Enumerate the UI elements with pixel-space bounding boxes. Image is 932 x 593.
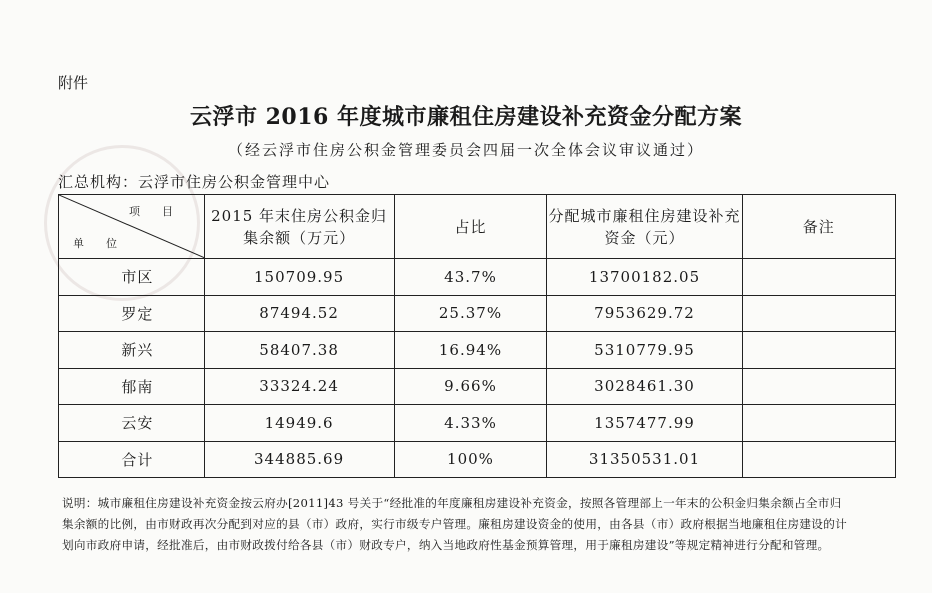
- table-row: [59, 295, 896, 332]
- header-balance: 2015 年末住房公积金归集余额（万元）: [204, 195, 394, 259]
- attachment-label: 附件: [58, 74, 89, 92]
- remark-cell: [742, 441, 895, 478]
- balance-cell: 150709.95: [204, 259, 394, 296]
- unit-cell: 罗定: [59, 295, 205, 332]
- allocation-cell: 3028461.30: [547, 368, 742, 405]
- allocation-cell: 13700182.05: [547, 259, 742, 296]
- header-allocation: 分配城市廉租住房建设补充资金（元）: [547, 195, 742, 259]
- table-row: [59, 368, 896, 405]
- corner-label-unit: 单 位: [73, 237, 117, 250]
- header-remark: 备注: [742, 195, 895, 259]
- balance-cell: 14949.6: [204, 405, 394, 442]
- header-ratio: 占比: [394, 195, 547, 259]
- table-row: [59, 259, 896, 296]
- ratio-cell: 100%: [394, 441, 547, 478]
- ratio-cell: 4.33%: [394, 405, 547, 442]
- allocation-cell: 1357477.99: [547, 405, 742, 442]
- unit-cell: 云安: [59, 405, 205, 442]
- ratio-cell: 16.94%: [394, 332, 547, 369]
- table-header-row: [59, 195, 896, 259]
- explanation-note: 说明：城市廉租住房建设补充资金按云府办[2011]43 号关于“经批准的年度廉租房建设补充资金，按照各管理部上一年末的公积金归集余额占全市归集余额的比例，由市财政再次分配到对应的县（市）政府，实行市级专户管理。廉租房建设资金的使用，由各县（市）政府根据当地廉租住房建设的计划向市政府申请，经批准后，由市财政拨付给各县（市）财政专户，纳入当地政府性基金预算管理，用于廉租房建设”等规定精神进行分配和管理。: [62, 496, 847, 552]
- document-title: 云浮市 2016 年度城市廉租住房建设补充资金分配方案: [189, 104, 743, 130]
- unit-cell: 市区: [59, 259, 205, 296]
- remark-cell: [742, 368, 895, 405]
- remark-cell: [742, 295, 895, 332]
- unit-cell: 合计: [59, 441, 205, 478]
- corner-label-item: 项 目: [129, 205, 173, 218]
- document-subtitle: （经云浮市住房公积金管理委员会四届一次全体会议审议通过）: [227, 141, 704, 159]
- unit-cell: 郁南: [59, 368, 205, 405]
- unit-cell: 新兴: [59, 332, 205, 369]
- table-total-row: [59, 441, 896, 478]
- balance-cell: 87494.52: [204, 295, 394, 332]
- ratio-cell: 25.37%: [394, 295, 547, 332]
- remark-cell: [742, 332, 895, 369]
- allocation-cell: 7953629.72: [547, 295, 742, 332]
- table-row: [59, 332, 896, 369]
- allocation-table: [58, 194, 896, 478]
- balance-cell: 33324.24: [204, 368, 394, 405]
- remark-cell: [742, 405, 895, 442]
- organization-line: 汇总机构：云浮市住房公积金管理中心: [58, 173, 331, 191]
- ratio-cell: 9.66%: [394, 368, 547, 405]
- table-row: [59, 405, 896, 442]
- remark-cell: [742, 259, 895, 296]
- allocation-cell: 5310779.95: [547, 332, 742, 369]
- ratio-cell: 43.7%: [394, 259, 547, 296]
- header-corner-cell: [59, 195, 205, 259]
- balance-cell: 58407.38: [204, 332, 394, 369]
- balance-cell: 344885.69: [204, 441, 394, 478]
- allocation-cell: 31350531.01: [547, 441, 742, 478]
